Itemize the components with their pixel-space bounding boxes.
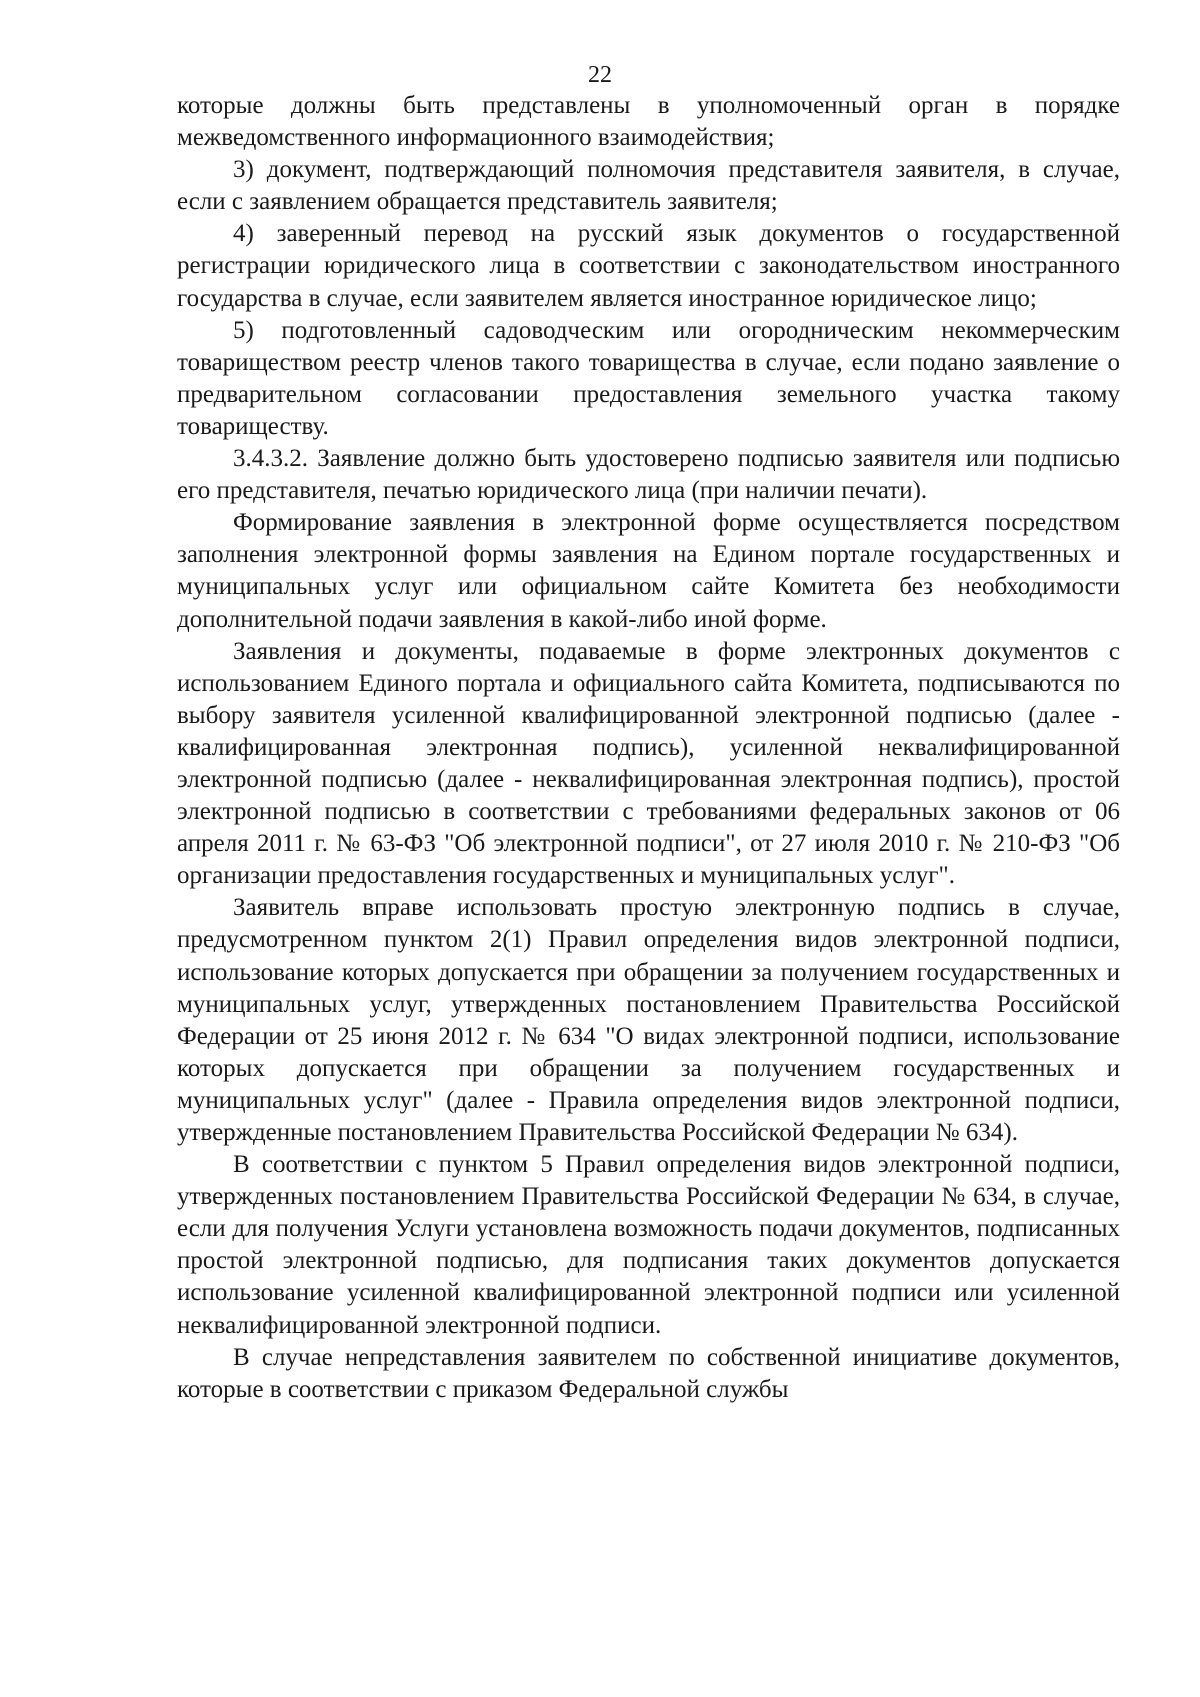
paragraph-clause-3-4-3-2: 3.4.3.2. Заявление должно быть удостоверено подписью заявителя или подписью его представителя, печатью юридического лица (при наличии печати). xyxy=(177,445,1120,505)
paragraph-non-submission: В случае непредставления заявителем по собственной инициативе документов, которые в соответствии с приказом Федеральной службы xyxy=(177,1343,1120,1403)
paragraph-continuation: которые должны быть представлены в уполномоченный орган в порядке межведомственного информационного взаимодействия; xyxy=(177,92,1120,152)
paragraph-electronic-signature: Заявления и документы, подаваемые в форме электронных документов с использованием Единого портала и официального сайта Комитета, подписываются по выбору заявителя усиленной квалифицированной электронной подписью (далее - квалифицированная электронная подпись), усиленной неквалифицированной электронной подписью (далее - неквалифицированная электронная подпись), простой электронной подписью в соответствии с требованиями федеральных законов от 06 апреля 2011 г. № 63-ФЗ "Об электронной подписи", от 27 июля 2010 г. № 210-ФЗ "Об организации предоставления государственных и муниципальных услуг". xyxy=(177,637,1120,890)
paragraph-item-3: 3) документ, подтверждающий полномочия представителя заявителя, в случае, если с заявлением обращается представитель заявителя; xyxy=(177,156,1120,216)
paragraph-item-4: 4) заверенный перевод на русский язык документов о государственной регистрации юридического лица в соответствии с законодательством иностранного государства в случае, если заявителем является иностранное юридическое лицо; xyxy=(177,220,1120,312)
paragraph-simple-signature: Заявитель вправе использовать простую электронную подпись в случае, предусмотренном пунктом 2(1) Правил определения видов электронной подписи, использование которых допускается при обращении за получением государственных и муниципальных услуг, утвержденных постановлением Правительства Российской Федерации от 25 июня 2012 г. № 634 "О видах электронной подписи, использование которых допускается при обращении за получением государственных и муниципальных услуг" (далее - Правила определения видов электронной подписи, утвержденные постановлением Правительства Российской Федерации № 634). xyxy=(177,894,1120,1146)
paragraph-electronic-form: Формирование заявления в электронной форме осуществляется посредством заполнения электронной формы заявления на Едином портале государственных и муниципальных услуг или официальном сайте Комитета без необходимости дополнительной подачи заявления в какой-либо иной форме. xyxy=(177,509,1120,633)
document-body xyxy=(177,90,1120,1406)
paragraph-rule-5: В соответствии с пунктом 5 Правил определения видов электронной подписи, утвержденных постановлением Правительства Российской Федерации № 634, в случае, если для получения Услуги установлена возможность подачи документов, подписанных простой электронной подписью, для подписания таких документов допускается использование усиленной квалифицированной электронной подписи или усиленной неквалифицированной электронной подписи. xyxy=(177,1151,1120,1339)
paragraph-item-5: 5) подготовленный садоводческим или огородническим некоммерческим товариществом реестр членов такого товарищества в случае, если подано заявление о предварительном согласовании предоставления земельного участка такому товариществу. xyxy=(177,316,1120,440)
page-number: 22 xyxy=(588,62,612,88)
